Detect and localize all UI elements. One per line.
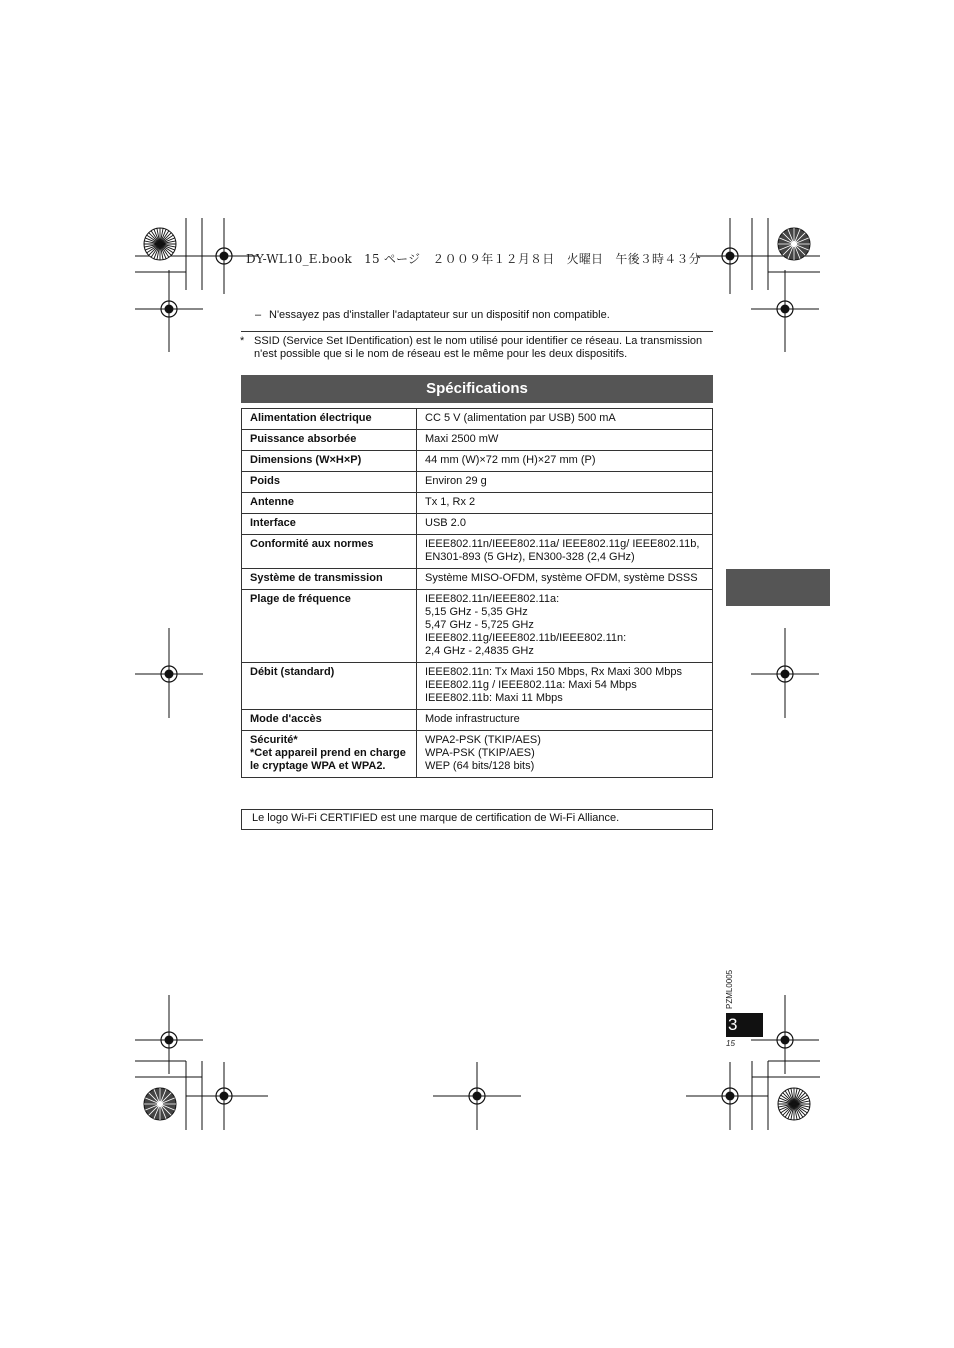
language-number-badge: 3 (726, 1013, 763, 1037)
dash-note (255, 309, 610, 321)
footnote-divider (241, 331, 713, 332)
spec-label: Interface (242, 514, 417, 535)
spec-value: IEEE802.11n/IEEE802.11a: 5,15 GHz - 5,35 GHz 5,47 GHz - 5,725 GHz IEEE802.11g/IEEE802.11b/IEEE802.11n: 2,4 GHz - 2,4835 GHz (417, 590, 713, 663)
specifications-table (241, 408, 713, 778)
spec-value: IEEE802.11n: Tx Maxi 150 Mbps, Rx Maxi 300 Mbps IEEE802.11g / IEEE802.11a: Maxi 54 Mbps IEEE802.11b: Maxi 11 Mbps (417, 663, 713, 710)
spec-label: Alimentation électrique (242, 409, 417, 430)
spec-label: Système de transmission (242, 569, 417, 590)
trademark-notice: Le logo Wi-Fi CERTIFIED est une marque de certification de Wi-Fi Alliance. (241, 809, 713, 830)
spec-value: CC 5 V (alimentation par USB) 500 mA (417, 409, 713, 430)
spec-label: Mode d'accès (242, 710, 417, 731)
table-row (242, 493, 713, 514)
table-row (242, 430, 713, 451)
footnote-text: SSID (Service Set IDentification) est le nom utilisé pour identifier ce réseau. La transmission n'est possible que si le nom de réseau est le même pour les deux dispositifs. (254, 335, 703, 360)
specifications-heading: Spécifications (241, 375, 713, 403)
table-row (242, 514, 713, 535)
table-row (242, 409, 713, 430)
spec-value: Tx 1, Rx 2 (417, 493, 713, 514)
spec-label: Antenne (242, 493, 417, 514)
table-row (242, 710, 713, 731)
table-row (242, 590, 713, 663)
spec-value: 44 mm (W)×72 mm (H)×27 mm (P) (417, 451, 713, 472)
spec-value: IEEE802.11n/IEEE802.11a/ IEEE802.11g/ IEEE802.11b, EN301-893 (5 GHz), EN300-328 (2,4 GHz) (417, 535, 713, 569)
language-side-tab (726, 569, 830, 606)
spec-value: Système MISO-OFDM, système OFDM, système DSSS (417, 569, 713, 590)
spec-label: Conformité aux normes (242, 535, 417, 569)
spec-label: Dimensions (W×H×P) (242, 451, 417, 472)
footnote-asterisk: * (240, 335, 245, 347)
table-row (242, 472, 713, 493)
dash-symbol: – (255, 309, 262, 321)
spec-label: Plage de fréquence (242, 590, 417, 663)
spec-value: Maxi 2500 mW (417, 430, 713, 451)
spec-value: USB 2.0 (417, 514, 713, 535)
table-row (242, 731, 713, 778)
spec-value: Mode infrastructure (417, 710, 713, 731)
spec-value: Environ 29 g (417, 472, 713, 493)
table-row (242, 663, 713, 710)
spec-value: WPA2-PSK (TKIP/AES) WPA-PSK (TKIP/AES) WEP (64 bits/128 bits) (417, 731, 713, 778)
spec-label: Sécurité* *Cet appareil prend en charge le cryptage WPA et WPA2. (242, 731, 417, 778)
spec-label: Débit (standard) (242, 663, 417, 710)
dash-note-text: N'essayez pas d'installer l'adaptateur sur un dispositif non compatible. (269, 309, 610, 321)
table-row (242, 535, 713, 569)
spec-label: Poids (242, 472, 417, 493)
table-row (242, 569, 713, 590)
table-row (242, 451, 713, 472)
model-code: PZML0005 (725, 969, 734, 1009)
running-header: DY-WL10_E.book 15 ページ ２００９年１２月８日 火曜日 午後３時４３分 (246, 252, 701, 266)
spec-label: Puissance absorbée (242, 430, 417, 451)
page-number: 15 (726, 1039, 735, 1048)
